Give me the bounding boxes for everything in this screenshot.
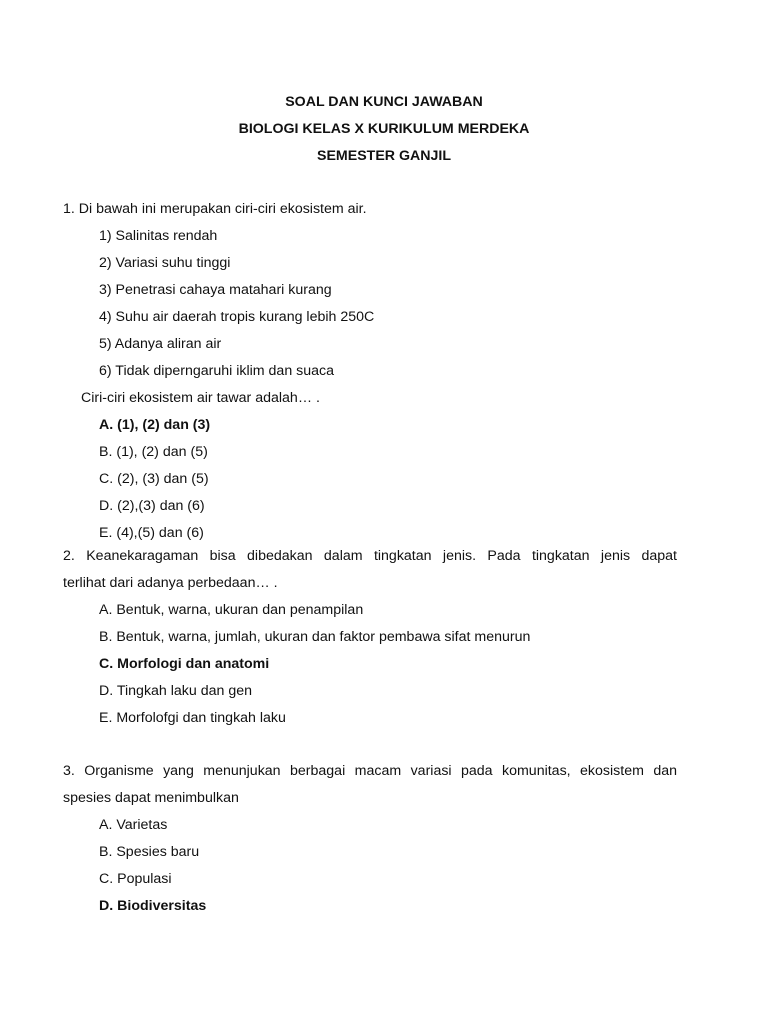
header-subject: BIOLOGI KELAS X KURIKULUM MERDEKA [238,121,530,137]
answer-option: C. (2), (3) dan (5) [99,471,209,487]
question-stem: 3. Organisme yang menunjukan berbagai macam variasi pada komunitas, ekosistem dan [63,763,677,779]
question-stem-continued: terlihat dari adanya perbedaan… . [63,575,278,591]
question-stem-continued: spesies dapat menimbulkan [63,790,239,806]
answer-option-correct: D. Biodiversitas [99,898,207,914]
statement-item: 5) Adanya aliran air [99,336,222,352]
answer-option: E. Morfolofgi dan tingkah laku [99,710,286,726]
statement-item: 1) Salinitas rendah [99,228,218,244]
answer-option: D. (2),(3) dan (6) [99,498,205,514]
question-3 [63,762,677,924]
document-header [0,93,768,174]
answer-option: B. Spesies baru [99,844,200,860]
header-semester: SEMESTER GANJIL [316,148,451,164]
question-stem: 2. Keanekaragaman bisa dibedakan dalam tingkatan jenis. Pada tingkatan jenis dapat [63,548,677,564]
question-prompt: Ciri-ciri ekosistem air tawar adalah… . [81,390,320,406]
answer-option-correct: A. (1), (2) dan (3) [99,417,211,433]
answer-option: A. Varietas [99,817,168,833]
statement-item: 3) Penetrasi cahaya matahari kurang [99,282,332,298]
answer-option: B. Bentuk, warna, jumlah, ukuran dan faktor pembawa sifat menurun [99,629,531,645]
header-title: SOAL DAN KUNCI JAWABAN [285,94,483,110]
question-2 [63,547,677,736]
question-stem: 1. Di bawah ini merupakan ciri-ciri ekosistem air. [63,201,367,217]
answer-option: B. (1), (2) dan (5) [99,444,208,460]
answer-option-correct: C. Morfologi dan anatomi [99,656,270,672]
statement-item: 2) Variasi suhu tinggi [99,255,231,271]
question-1 [63,200,677,551]
statement-item: 6) Tidak diperngaruhi iklim dan suaca [99,363,335,379]
answer-option: A. Bentuk, warna, ukuran dan penampilan [99,602,364,618]
answer-option: D. Tingkah laku dan gen [99,683,253,699]
answer-option: C. Populasi [99,871,172,887]
statement-item: 4) Suhu air daerah tropis kurang lebih 250C [99,309,375,325]
answer-option: E. (4),(5) dan (6) [99,525,204,541]
